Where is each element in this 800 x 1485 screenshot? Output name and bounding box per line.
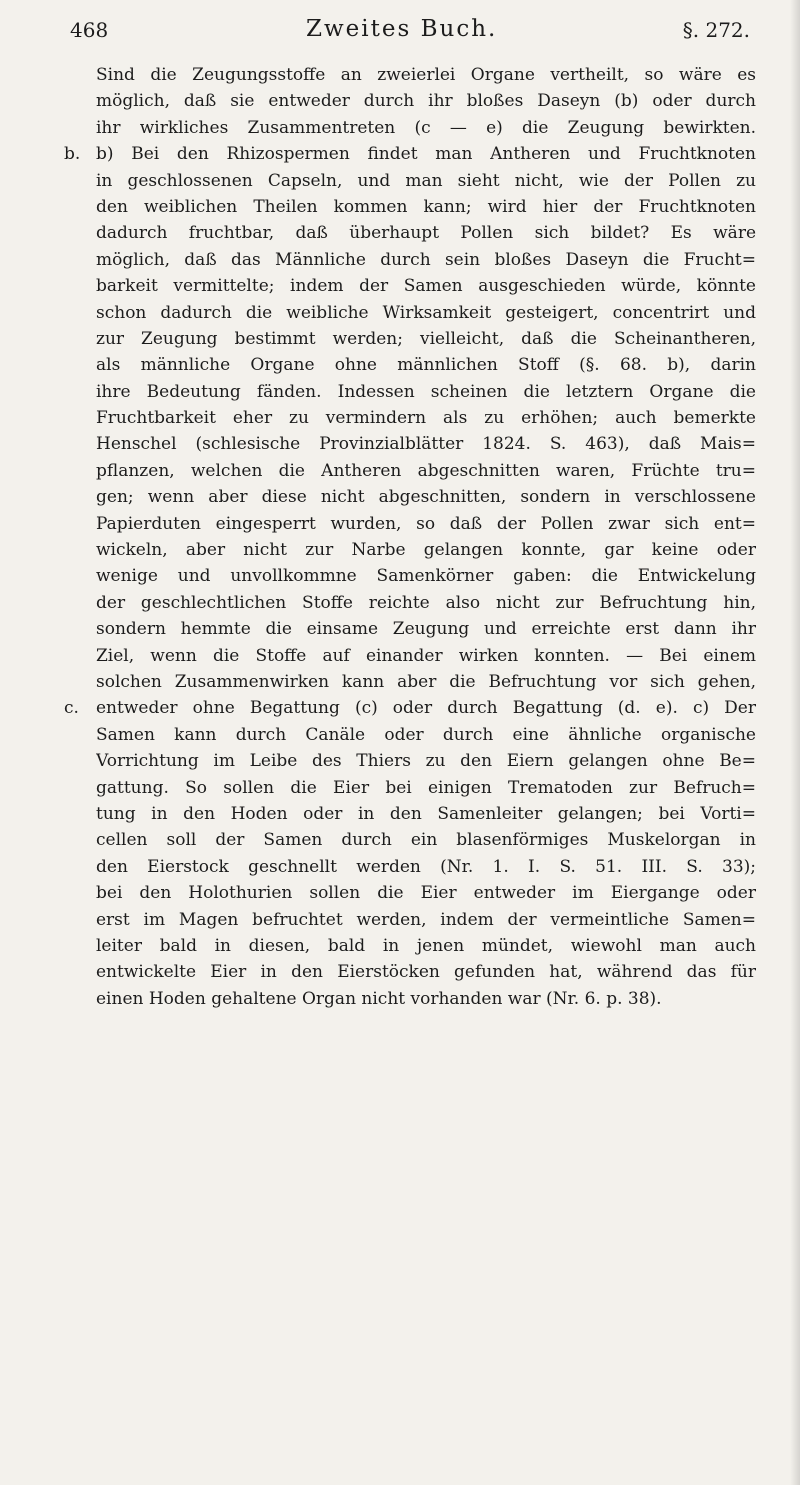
- text-line: gattung. So sollen die Eier bei einigen Trematoden zur Befruch=: [96, 777, 756, 798]
- text-line: den Eierstock geschnellt werden (Nr. 1. I. S. 51. III. S. 33);: [96, 856, 756, 877]
- text-line: den weiblichen Theilen kommen kann; wird hier der Fruchtknoten: [96, 196, 756, 217]
- text-line: ihr wirkliches Zusammentreten (c — e) die Zeugung bewirkten.: [96, 117, 756, 138]
- text-line: pflanzen, welchen die Antheren abgeschnitten waren, Früchte tru=: [96, 460, 756, 481]
- margin-note-c: c.: [64, 698, 79, 718]
- text-line: cellen soll der Samen durch ein blasenförmiges Muskelorgan in: [96, 830, 756, 851]
- text-line: in geschlossenen Capseln, und man sieht nicht, wie der Pollen zu: [96, 170, 756, 191]
- text-line: Samen kann durch Canäle oder durch eine ähnliche organische: [96, 724, 756, 745]
- text-line: zur Zeugung bestimmt werden; vielleicht, daß die Scheinantheren,: [96, 328, 756, 349]
- text-line: barkeit vermittelte; indem der Samen ausgeschieden würde, könnte: [96, 276, 756, 297]
- section-number: §. 272.: [682, 18, 750, 42]
- text-line: leiter bald in diesen, bald in jenen mündet, wiewohl man auch: [96, 935, 756, 956]
- text-line: ihre Bedeutung fänden. Indessen scheinen die letztern Organe die: [96, 381, 756, 402]
- text-line: entweder ohne Begattung (c) oder durch Begattung (d. e). c) Der: [96, 698, 756, 719]
- text-line: solchen Zusammenwirken kann aber die Befruchtung vor sich gehen,: [96, 671, 756, 692]
- text-line: bei den Holothurien sollen die Eier entweder im Eiergange oder: [96, 883, 756, 904]
- text-line: möglich, daß sie entweder durch ihr bloßes Daseyn (b) oder durch: [96, 91, 756, 112]
- text-line: gen; wenn aber diese nicht abgeschnitten, sondern in verschlossene: [96, 487, 756, 508]
- text-line: möglich, daß das Männliche durch sein bloßes Daseyn die Frucht=: [96, 249, 756, 270]
- text-line: sondern hemmte die einsame Zeugung und erreichte erst dann ihr: [96, 619, 756, 640]
- text-line: wickeln, aber nicht zur Narbe gelangen konnte, gar keine oder: [96, 540, 756, 561]
- text-line: Papierduten eingesperrt wurden, so daß der Pollen zwar sich ent=: [96, 513, 756, 534]
- text-line: Sind die Zeugungsstoffe an zweierlei Organe vertheilt, so wäre es: [96, 65, 756, 85]
- text-line: entwickelte Eier in den Eierstöcken gefunden hat, während das für: [96, 962, 756, 983]
- page-number: 468: [70, 18, 109, 42]
- text-line: als männliche Organe ohne männlichen Stoff (§. 68. b), darin: [96, 355, 756, 376]
- body-text: [96, 62, 756, 1012]
- text-line: Fruchtbarkeit eher zu vermindern als zu erhöhen; auch bemerkte: [96, 408, 756, 429]
- text-line: wenige und unvollkommne Samenkörner gaben: die Entwickelung: [96, 566, 756, 587]
- text-line: dadurch fruchtbar, daß überhaupt Pollen sich bildet? Es wäre: [96, 223, 756, 244]
- text-line: der geschlechtlichen Stoffe reichte also nicht zur Befruchtung hin,: [96, 592, 756, 613]
- text-line: erst im Magen befruchtet werden, indem der vermeintliche Samen=: [96, 909, 756, 930]
- text-line: tung in den Hoden oder in den Samenleiter gelangen; bei Vorti=: [96, 803, 756, 824]
- running-header: [70, 14, 750, 48]
- margin-note-b: b.: [64, 144, 81, 164]
- text-line: schon dadurch die weibliche Wirksamkeit gesteigert, concentrirt und: [96, 302, 756, 323]
- text-line: Ziel, wenn die Stoffe auf einander wirken konnten. — Bei einem: [96, 645, 756, 666]
- text-line: Vorrichtung im Leibe des Thiers zu den Eiern gelangen ohne Be=: [96, 751, 756, 772]
- page-edge-shadow: [790, 0, 800, 1485]
- text-line: Henschel (schlesische Provinzialblätter 1824. S. 463), daß Mais=: [96, 434, 756, 455]
- running-title: Zweites Buch.: [306, 16, 498, 42]
- text-line: einen Hoden gehaltene Organ nicht vorhanden war (Nr. 6. p. 38).: [96, 988, 662, 1009]
- text-line: b) Bei den Rhizospermen findet man Antheren und Fruchtknoten: [96, 144, 756, 165]
